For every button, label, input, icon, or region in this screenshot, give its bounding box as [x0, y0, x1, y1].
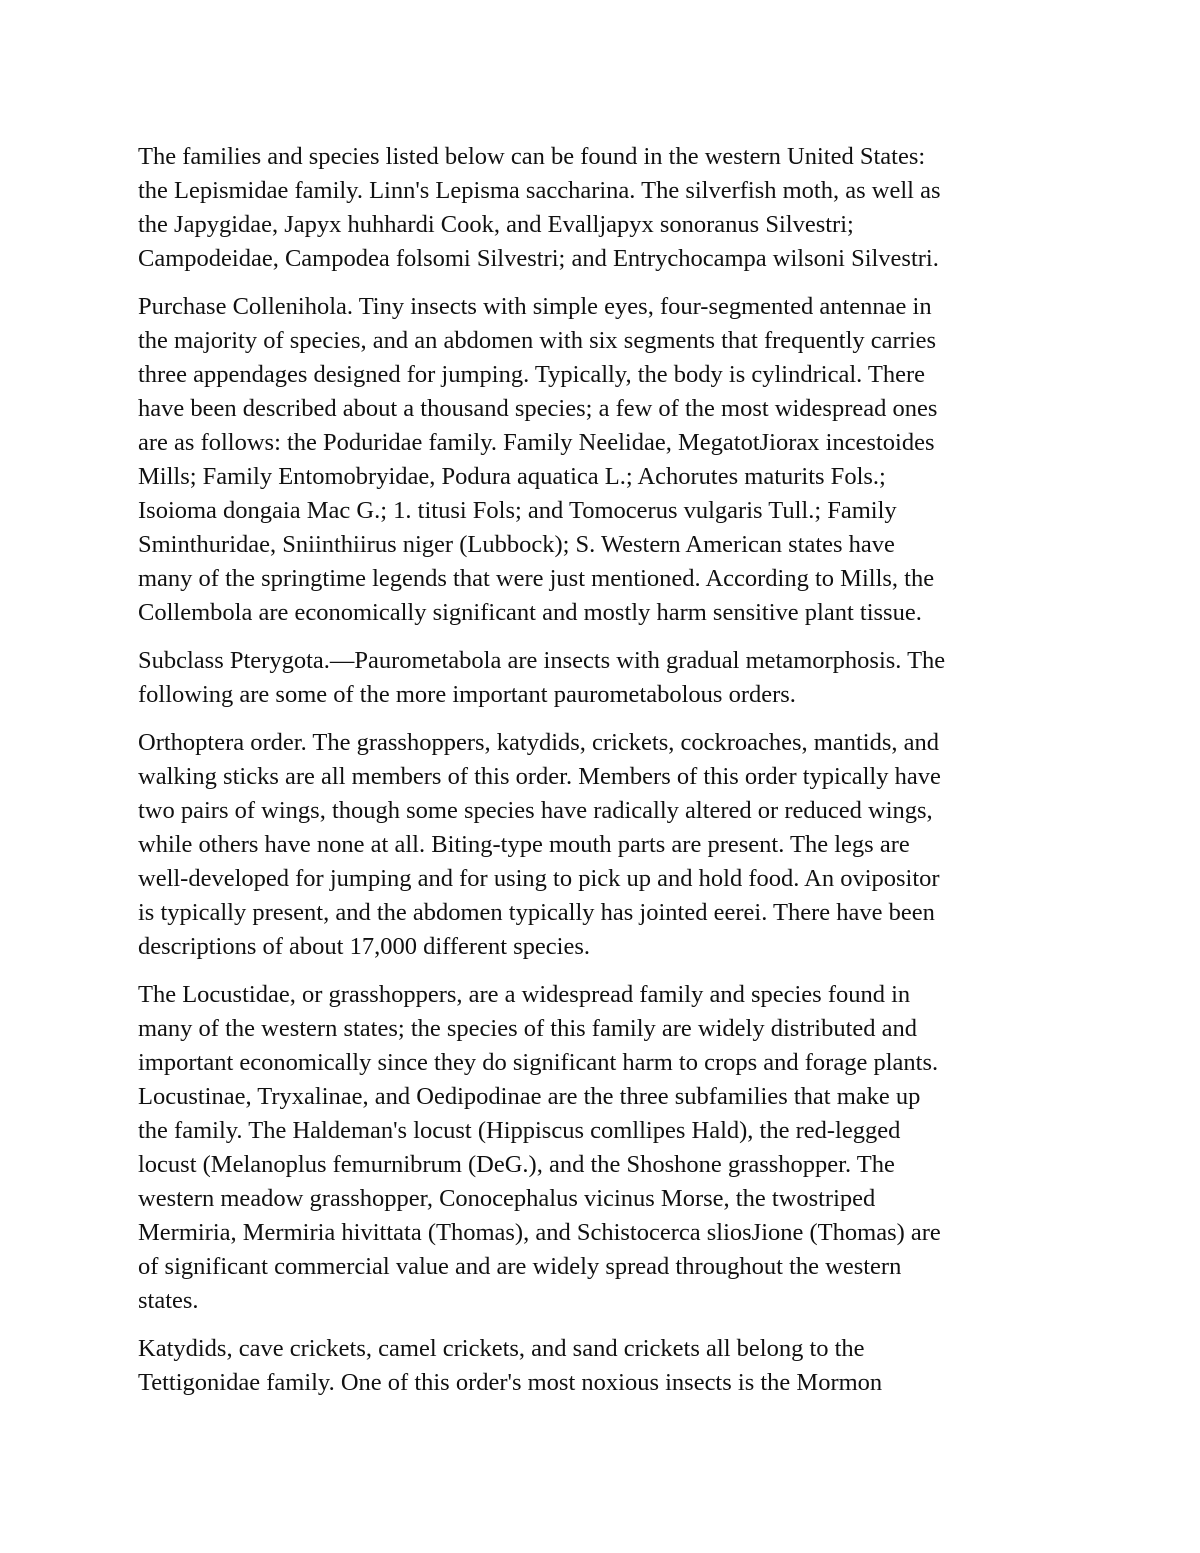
text-line: Orthoptera order. The grasshoppers, katydids, crickets, cockroaches, mantids, and [138, 729, 939, 756]
text-line: walking sticks are all members of this order. Members of this order typically have [138, 763, 941, 790]
text-line: Purchase Collenihola. Tiny insects with simple eyes, four-segmented antennae in [138, 293, 932, 320]
text-line: the majority of species, and an abdomen with six segments that frequently carries [138, 327, 937, 354]
text-line: descriptions of about 17,000 different species. [138, 933, 591, 960]
text-line: Mermiria, Mermiria hivittata (Thomas), and Schistocerca sliosJione (Thomas) are [138, 1219, 941, 1246]
text-line: have been described about a thousand species; a few of the most widespread ones [138, 395, 938, 422]
document-page [138, 140, 1058, 1414]
text-line: Isoioma dongaia Mac G.; 1. titusi Fols; and Tomocerus vulgaris Tull.; Family [138, 497, 897, 524]
text-line: well-developed for jumping and for using to pick up and hold food. An ovipositor [138, 865, 940, 892]
text-line: states. [138, 1287, 199, 1314]
paragraph-4 [138, 726, 1058, 964]
text-line: Katydids, cave crickets, camel crickets, and sand crickets all belong to the [138, 1335, 865, 1362]
text-line: Tettigonidae family. One of this order's most noxious insects is the Mormon [138, 1369, 883, 1396]
paragraph-5 [138, 978, 1058, 1318]
text-line: western meadow grasshopper, Conocephalus vicinus Morse, the twostriped [138, 1185, 876, 1212]
paragraph-6 [138, 1332, 1058, 1400]
text-line: Subclass Pterygota.—Paurometabola are insects with gradual metamorphosis. The [138, 647, 946, 674]
text-line: are as follows: the Poduridae family. Family Neelidae, MegatotJiorax incestoides [138, 429, 935, 456]
text-line: the family. The Haldeman's locust (Hippiscus comllipes Hald), the red-legged [138, 1117, 901, 1144]
text-line: is typically present, and the abdomen typically has jointed eerei. There have been [138, 899, 935, 926]
text-line: Campodeidae, Campodea folsomi Silvestri; and Entrychocampa wilsoni Silvestri. [138, 245, 939, 272]
text-line: many of the springtime legends that were just mentioned. According to Mills, the [138, 565, 935, 592]
text-line: Mills; Family Entomobryidae, Podura aquatica L.; Achorutes maturits Fols.; [138, 463, 886, 490]
text-line: locust (Melanoplus femurnibrum (DeG.), and the Shoshone grasshopper. The [138, 1151, 895, 1178]
text-line: Collembola are economically significant and mostly harm sensitive plant tissue. [138, 599, 922, 626]
paragraph-1 [138, 140, 1058, 276]
text-line: three appendages designed for jumping. Typically, the body is cylindrical. There [138, 361, 926, 388]
text-line: important economically since they do significant harm to crops and forage plants. [138, 1049, 939, 1076]
paragraph-3 [138, 644, 1058, 712]
text-line: The Locustidae, or grasshoppers, are a widespread family and species found in [138, 981, 911, 1008]
paragraph-2 [138, 290, 1058, 630]
text-line: Sminthuridae, Sniinthiirus niger (Lubbock); S. Western American states have [138, 531, 895, 558]
text-line: following are some of the more important paurometabolous orders. [138, 681, 796, 708]
text-line: while others have none at all. Biting-type mouth parts are present. The legs are [138, 831, 910, 858]
text-line: The families and species listed below can be found in the western United States: [138, 143, 926, 170]
text-line: two pairs of wings, though some species have radically altered or reduced wings, [138, 797, 933, 824]
text-line: many of the western states; the species of this family are widely distributed and [138, 1015, 918, 1042]
text-line: Locustinae, Tryxalinae, and Oedipodinae are the three subfamilies that make up [138, 1083, 921, 1110]
text-line: of significant commercial value and are widely spread throughout the western [138, 1253, 902, 1280]
text-line: the Japygidae, Japyx huhhardi Cook, and Evalljapyx sonoranus Silvestri; [138, 211, 854, 238]
text-line: the Lepismidae family. Linn's Lepisma saccharina. The silverfish moth, as well as [138, 177, 941, 204]
